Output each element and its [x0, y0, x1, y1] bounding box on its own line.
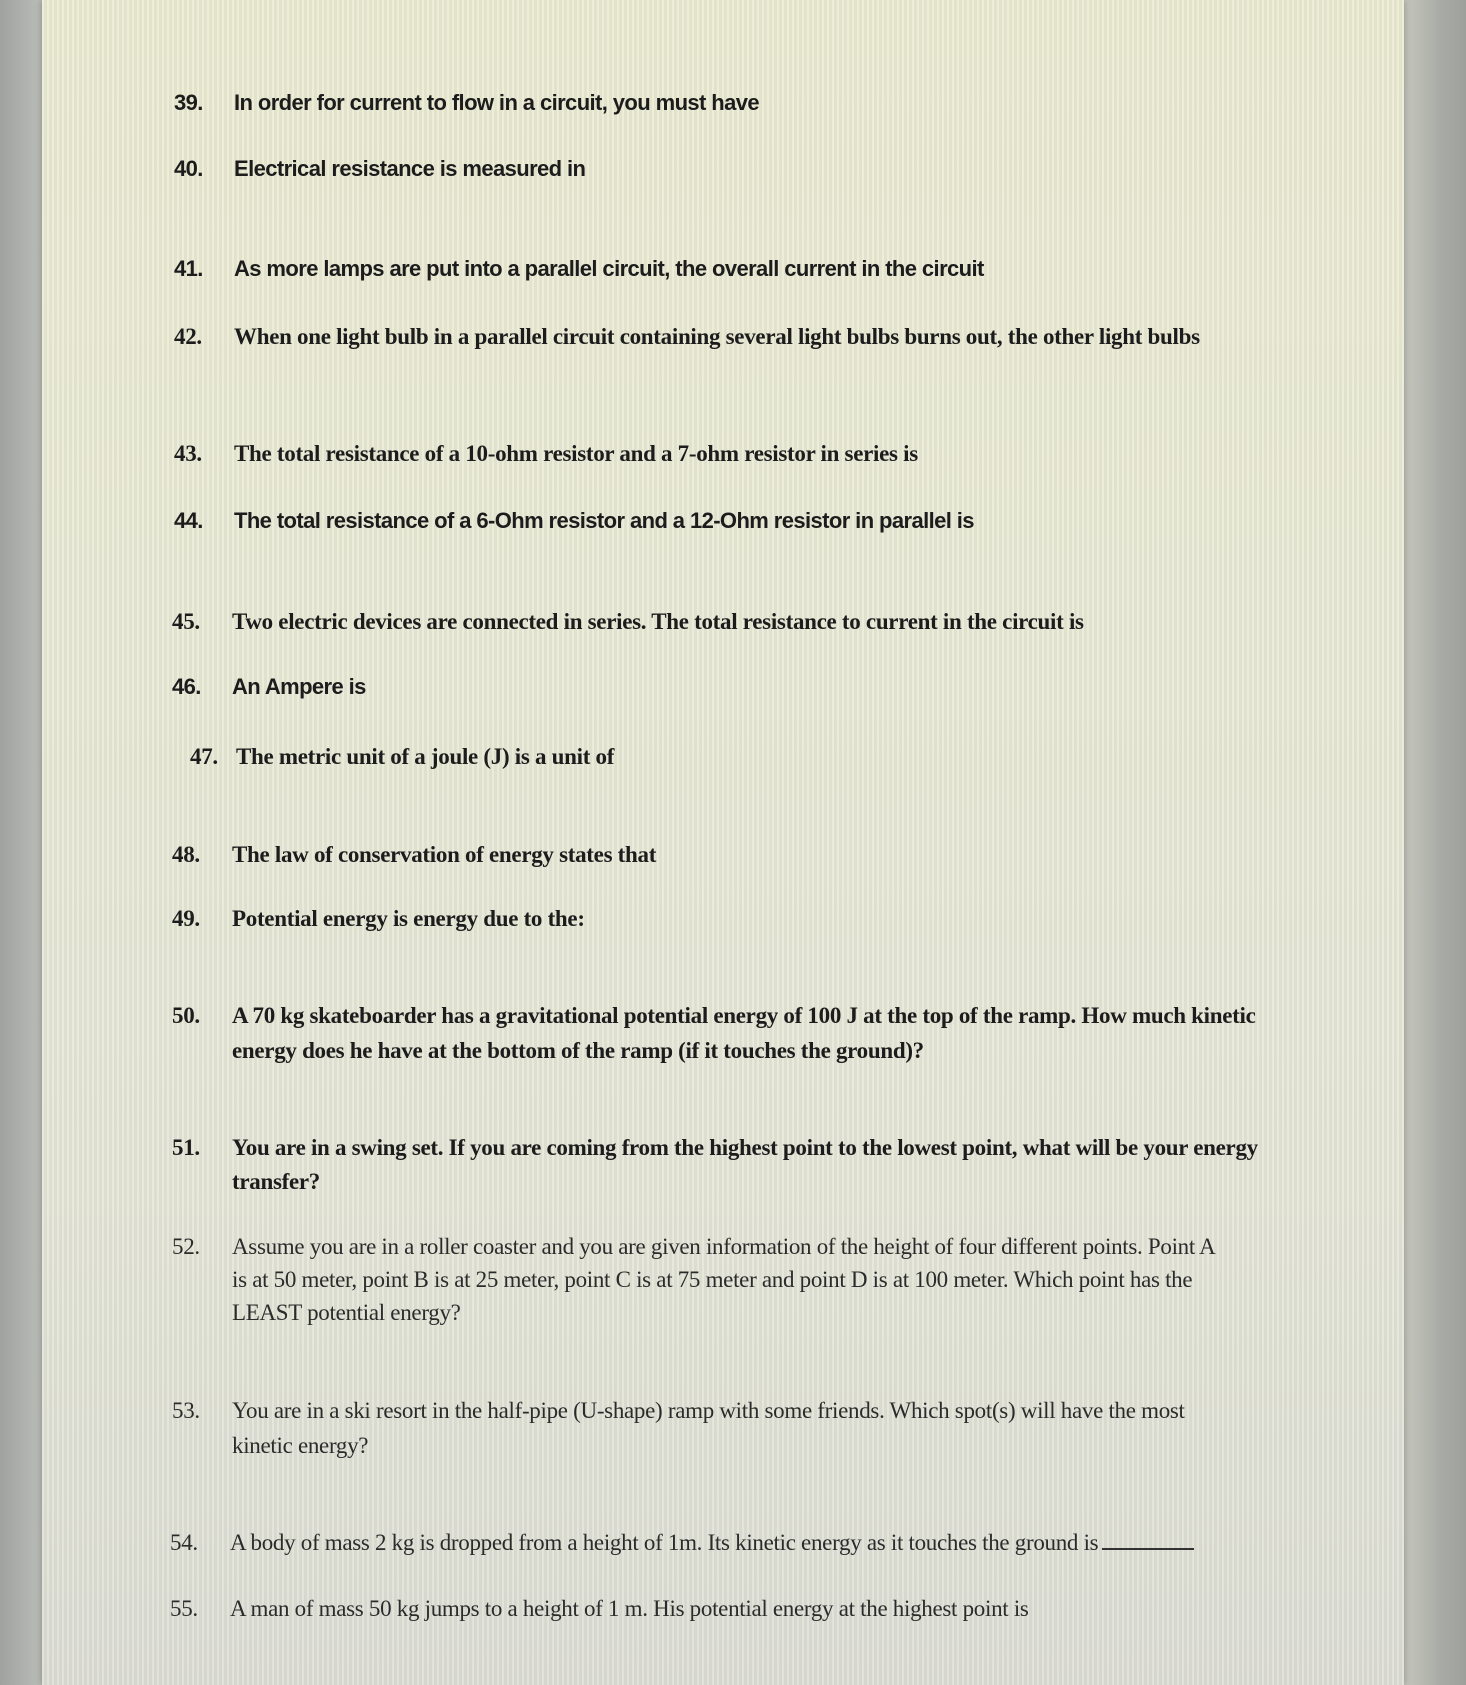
question-text: The metric unit of a joule (J) is a unit of	[236, 744, 615, 769]
question-number: 46.	[172, 674, 201, 699]
question-text-line-1: Assume you are in a roller coaster and you are given information of the height of four different points. Point A	[232, 1234, 1216, 1259]
question-number: 43.	[174, 441, 202, 466]
question-number: 47.	[190, 744, 218, 769]
question-number: 41.	[174, 256, 203, 281]
question-text: A man of mass 50 kg jumps to a height of 1 m. His potential energy at the highest point is	[230, 1596, 1029, 1621]
question-number: 52.	[172, 1234, 200, 1259]
question-text: An Ampere is	[232, 674, 366, 699]
question-number: 39.	[174, 90, 203, 115]
question-text-line-3: LEAST potential energy?	[232, 1300, 461, 1325]
question-text: In order for current to flow in a circuit, you must have	[234, 90, 760, 115]
question-text-line-1: You are in a swing set. If you are coming from the highest point to the lowest point, what will be your energy	[232, 1135, 1258, 1160]
worksheet-page	[42, 0, 1404, 1685]
question-number: 40.	[174, 156, 203, 181]
question-text-line-2: transfer?	[232, 1169, 320, 1194]
question-number: 54.	[170, 1530, 198, 1555]
question-text-line-1: You are in a ski resort in the half-pipe (U-shape) ramp with some friends. Which spot(s) will have the most	[232, 1398, 1185, 1423]
question-text: When one light bulb in a parallel circuit containing several light bulbs burns out, the other light bulbs	[234, 324, 1200, 349]
question-text-line-2: energy does he have at the bottom of the ramp (if it touches the ground)?	[232, 1038, 924, 1063]
question-number: 49.	[172, 906, 200, 931]
answer-blank	[1102, 1530, 1194, 1550]
question-number: 55.	[170, 1596, 198, 1621]
question-text: A body of mass 2 kg is dropped from a height of 1m. Its kinetic energy as it touches the ground is	[230, 1530, 1099, 1555]
question-number: 51.	[172, 1135, 200, 1160]
question-number: 50.	[172, 1003, 200, 1028]
question-text: The total resistance of a 6-Ohm resistor and a 12-Ohm resistor in parallel is	[234, 508, 974, 533]
question-number: 44.	[174, 508, 203, 533]
question-text: Electrical resistance is measured in	[234, 156, 586, 181]
question-text: Potential energy is energy due to the:	[232, 906, 585, 931]
question-text-line-2: is at 50 meter, point B is at 25 meter, point C is at 75 meter and point D is at 100 meter. Which point has the	[232, 1267, 1193, 1292]
question-text: The total resistance of a 10-ohm resistor and a 7-ohm resistor in series is	[234, 441, 918, 466]
question-number: 45.	[172, 609, 200, 634]
question-number: 42.	[174, 324, 202, 349]
question-text: Two electric devices are connected in series. The total resistance to current in the circuit is	[232, 609, 1084, 634]
question-number: 48.	[172, 842, 200, 867]
question-text-line-1: A 70 kg skateboarder has a gravitational potential energy of 100 J at the top of the ramp. How much kinetic	[232, 1003, 1256, 1028]
question-text-line-2: kinetic energy?	[232, 1433, 369, 1458]
question-number: 53.	[172, 1398, 200, 1423]
question-text: As more lamps are put into a parallel circuit, the overall current in the circuit	[234, 256, 984, 281]
question-text: The law of conservation of energy states that	[232, 842, 657, 867]
